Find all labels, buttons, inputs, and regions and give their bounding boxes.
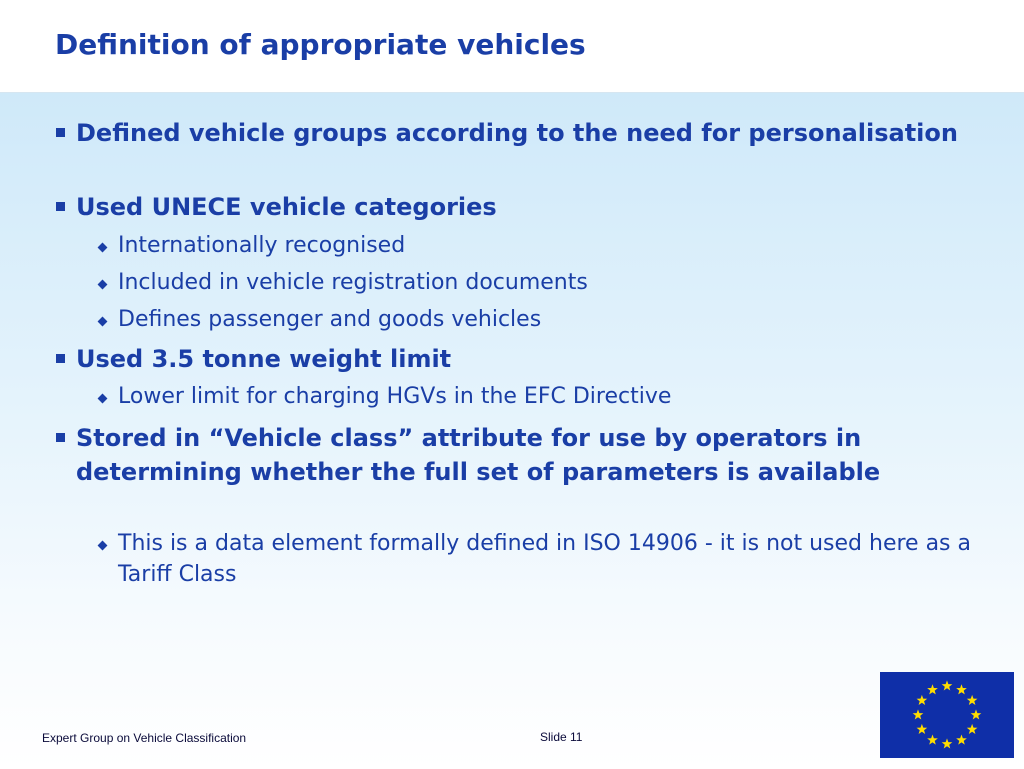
star-icon — [971, 709, 982, 719]
bullet-text: Internationally recognised — [118, 233, 406, 258]
star-icon — [927, 684, 938, 694]
diamond-bullet-icon — [98, 317, 108, 327]
star-icon — [942, 738, 953, 748]
star-icon — [917, 695, 928, 705]
slide-title: Definition of appropriate vehicles — [55, 28, 586, 61]
bullet-item-level2 — [98, 304, 978, 335]
bullet-text: Lower limit for charging HGVs in the EFC Directive — [118, 384, 672, 409]
bullet-text: Defined vehicle groups according to the need for personalisation — [76, 119, 958, 147]
bullet-item-level1 — [56, 421, 976, 489]
slide-number: Slide 11 — [540, 730, 583, 744]
square-bullet-icon — [56, 354, 65, 363]
star-icon — [917, 724, 928, 734]
star-icon — [927, 735, 938, 745]
diamond-bullet-icon — [98, 243, 108, 253]
bullet-text: Used UNECE vehicle categories — [76, 193, 497, 221]
square-bullet-icon — [56, 433, 65, 442]
star-icon — [967, 724, 978, 734]
bullet-item-level2 — [98, 381, 978, 412]
bullet-item-level2 — [98, 267, 978, 298]
bullet-item-level2 — [98, 230, 978, 261]
square-bullet-icon — [56, 202, 65, 211]
bullet-item-level1 — [56, 116, 976, 150]
eu-stars — [913, 680, 982, 748]
bullet-text: Used 3.5 tonne weight limit — [76, 345, 452, 373]
star-icon — [956, 735, 967, 745]
eu-flag-icon — [880, 672, 1014, 758]
eu-flag-logo — [880, 672, 1014, 758]
bullet-item-level1 — [56, 190, 976, 224]
star-icon — [956, 684, 967, 694]
bullet-item-level1 — [56, 342, 976, 376]
star-icon — [942, 680, 953, 690]
diamond-bullet-icon — [98, 394, 108, 404]
bullet-text: This is a data element formally defined in ISO 14906 - it is not used here as a Tariff Class — [118, 531, 971, 587]
footer-text: Expert Group on Vehicle Classification — [42, 731, 247, 745]
bullet-text: Included in vehicle registration documents — [118, 270, 588, 295]
diamond-bullet-icon — [98, 280, 108, 290]
diamond-bullet-icon — [98, 541, 108, 551]
bullet-item-level2 — [98, 528, 978, 590]
star-icon — [913, 709, 924, 719]
square-bullet-icon — [56, 128, 65, 137]
bullet-text: Defines passenger and goods vehicles — [118, 307, 542, 332]
star-icon — [967, 695, 978, 705]
bullet-text: Stored in “Vehicle class” attribute for use by operators in determining whether the full set of parameters is available — [76, 424, 881, 486]
